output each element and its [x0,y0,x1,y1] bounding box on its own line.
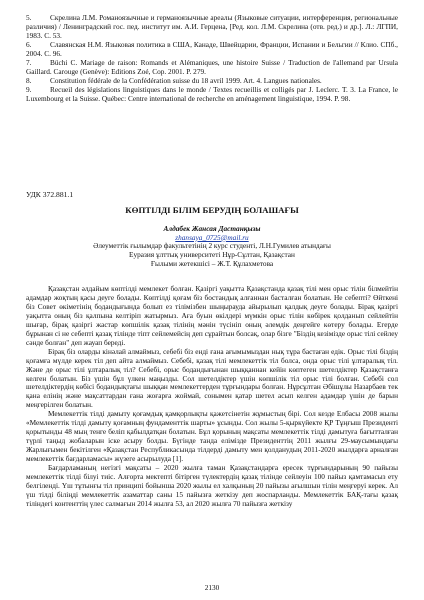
reference-number: 5. [26,13,32,22]
reference-text: Recueil des législations linguistiques dans le monde / Textes recueillis et colligés par J. Leclerc. T. 3. La France, le Luxembourg et la Suisse. Québec: Centre international de recherche en aménagement linguistique, 1994. P. 98. [26,85,398,103]
reference-item [26,13,398,40]
reference-number: 8. [26,76,32,85]
reference-number: 6. [26,40,32,49]
body-paragraph: Бірақ біз оларды кінәлай алмаймыз, себебі біз енді ғана ағымымыздан нық тұра бастаған едік. Орыс тілі біздің қоғамға мүлде керек тіл деп айта алмаймыз. Себебі, қазақ тілі мемлекеттік тіл болса, онда орыс тілі ұлтаралық тіл. Және де орыс тілі ұлтаралық тіл? Себебі, орыс бодандығынан шыққаннан кейін көптеген шетелдіктер Қазақстанға келген болатын. Біз үшін бұл үлкен маңызды. Сол шетелдіктер үшін көпшілік тіл орыс тілі болған. Себебі сол шетелдіктердің көбісі бодандықтағы шыққан мемлекеттерден тұрғындары болған. Нұрсұлтан Әбішұлы Назарбаев тек қана елінің және мақсаттардан ғана жоғарға жоймай, сонымен қатар шетел асып келген адамдар үшін де барын меңгерілген болатын. [26,346,398,410]
author-name: Алдабек Жансая Дастанқызы [163,224,261,233]
supervisor-line: Ғылыми жетекшісі – Ж.Т. Құлахметова [150,258,274,268]
reference-item [26,76,398,85]
reference-text: Скрелина Л.М. Романоязычные и германоязычные ареалы (Языковые ситуации, интерференция, региональные различия) / Ленинградский гос. пед. институт им. А.И. Герцена, [Ред. кол. Л.М. Скрелина (отв. ред.) и др.]. Л.: ЛГПИ, 1983. С. 53. [26,13,398,40]
page-number: 2130 [204,583,220,592]
reference-item [26,58,398,76]
reference-text: Славянская Н.М. Языковая политика в США, Канаде, Швейцарии, Франции, Испании и Бельгии // Клио. СПб., 2004. С. 96. [26,40,398,58]
references-list [26,13,398,103]
body-paragraph: Қазақстан әлдайым көптілді мемлекет болған. Қазіргі уақытта Қазақстанда қазақ тілі мен орыс тілін білмейтін адамдар жоқтың қасы деуге болады. Көптілді қоғам біз бостандық алғаннан басталған болатын. Не себепті? Өйткені біз Совет өкіметінің бодандығында болып ез тілімізбен шыңырауда айырылып қалдық деуге болады. Бірақ қазіргі уақытта оның біз қалпына келтіріп жатырмыз. Аға буын өкілдері мүмкін орыс тілін көбірек қолданып сейлейтін шығар, бірақ қазіргі жастар көпшілік қазақ тілінің мәнін түсініп оның әлемдік деңгейге көтеру болады. Егерде бұрынан сі не себепті қазақ тілінде тіпт сейлемейсің деп сұрайтын болсақ, олар бізге "Біздің кезімізде орыс тілі сейлеу сәнде болған" деп жауап береді. [26,284,398,347]
udc-code: УДК 372.881.1 [26,190,74,199]
article-body [26,285,398,509]
article-title: КӨПТІЛДІ БІЛІМ БЕРУДІҢ БОЛАШАҒЫ [125,205,299,215]
author-email-link[interactable]: zhansaya_0725@mail.ru [175,232,249,242]
reference-number: 7. [26,58,32,67]
author-affiliation: Әлеуметтік ғылымдар факультетінің 2 курс студенті, Л.Н.Гумилев атындағы [93,241,331,251]
reference-item [26,40,398,58]
body-paragraph: Мемлекеттік тілді дамыту қоғамдық қамқорлықты қажетсінетін жұмыстың бірі. Сол кезде Елбасы 2008 жылы «Мемлекеттік тілді дамыту қоғамның фундаменттік шарты» ұсынды. Сол жылы 5-қыркүйекте ҚР Тұңғыш Президенті қорытынды 48 мың тенге беліп қабылдатқан болатын. Бұл қорының мақсаты мемлекеттік тілді дамытуға бағытталған түрлі таңыд жобаларын іске асыру болды. Бүгінде танда елімізде Президенттің 2011 жылғы 29-маусымындағы Жарлығымен бекітілген «Қазақстан Республикасында тілдерді дамыту мен қолданудың 2011-2020 жылдарға арналған мемлекеттік бағдарламасы» жүзеге асырылуда [1]. [26,409,398,464]
reference-item [26,85,398,103]
body-paragraph: Бағдарламаның негізгі мақсаты – 2020 жылға таман Қазақстандарға ересек тұрғындарының 90 пайызы мемлекеттік тілді білуі тиіс. Алғорта мектепті бітірген түлектердің қазақ тілінде сейлеуін 100 пайыз қамтамасыз ету белгіленді. Үш тұтынғы тіл принципі бойынша 2020 жылы ел халқының 20 пайызы ағылшын тілін меңгеруі керек. Ал үш тілді біліңді мемлекеттік азаматтар саны 15 пайызға жеткізу деп жоспарланды. Мемлекеттік БАҚ-тағы қазақ тіліндегі контенттің үлес салмағын 2014 жылға 53, ал 2020 жылға 70 пайызға жеткізу [26,463,398,508]
author-affiliation: Еуразия ұлттық университеті Нұр-Сұлтан, Қазақстан [129,250,295,260]
author-block [0,225,424,269]
reference-text: Constitution fédérale de la Confédération suisse du 18 avril 1999. Art. 4. Langues nationales. [50,76,322,85]
reference-number: 9. [26,85,32,94]
reference-text: Büchi C. Mariage de raison: Romands et Alémaniques, une histoire Suisse / Traduction de l'allemand par Ursula Gaillard. Carouge (Genève): Editions Zoé, Cop. 2001. P. 279. [26,58,398,76]
